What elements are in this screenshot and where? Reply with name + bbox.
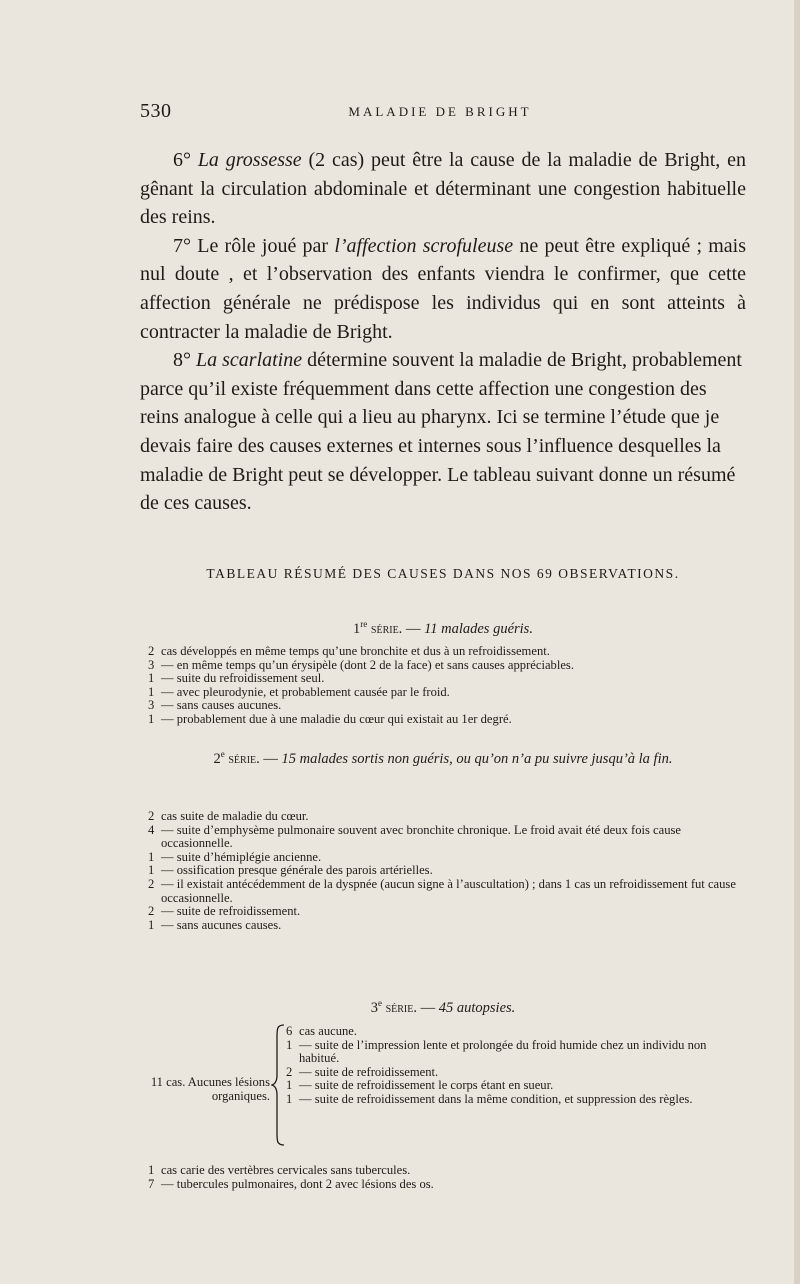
item-count: 1 bbox=[148, 684, 155, 699]
list-item bbox=[286, 1079, 748, 1093]
paragraph-6 bbox=[140, 146, 746, 232]
serie-number: 1 bbox=[353, 620, 361, 637]
serie-1-list bbox=[148, 645, 748, 727]
item-text: — suite de l’impression lente et prolongée du froid humide chez un individu non habitué. bbox=[299, 1037, 707, 1066]
item-count: 3 bbox=[148, 698, 155, 713]
item-count: 1 bbox=[148, 849, 155, 864]
paragraph-8 bbox=[140, 346, 746, 518]
item-count: 1 bbox=[148, 1163, 155, 1177]
item-count: 1 bbox=[148, 671, 155, 686]
curly-brace-icon bbox=[271, 1023, 285, 1147]
item-text: — suite de refroidissement. bbox=[161, 904, 301, 919]
list-item bbox=[148, 672, 748, 686]
list-item bbox=[148, 645, 748, 659]
serie-description: 15 malades sortis non guéris, ou qu’on n’a pu suivre jusqu’à la fin. bbox=[281, 750, 673, 767]
item-text: cas aucune. bbox=[299, 1024, 358, 1038]
item-count: 1 bbox=[286, 1037, 293, 1052]
page-header bbox=[140, 100, 740, 124]
serie-number: 3 bbox=[370, 999, 378, 1016]
item-count: 1 bbox=[286, 1091, 293, 1106]
item-count: 1 bbox=[148, 917, 155, 932]
paragraph-7 bbox=[140, 232, 746, 346]
item-count: 1 bbox=[148, 711, 155, 726]
list-item bbox=[148, 878, 748, 905]
italic-term: La scarlatine bbox=[196, 349, 303, 372]
paragraph-number: 8° bbox=[173, 349, 196, 372]
group-list bbox=[286, 1025, 748, 1107]
serie-sep: — bbox=[259, 750, 282, 767]
page-number: 530 bbox=[140, 100, 172, 122]
serie-3-list bbox=[148, 1164, 748, 1191]
list-item bbox=[286, 1039, 748, 1066]
serie-word: série. bbox=[367, 620, 403, 637]
list-item bbox=[286, 1066, 748, 1080]
item-text: — il existait antécédemment de la dyspnée (aucun signe à l’auscultation) ; dans 1 cas un refroidissement fut cause occasionnelle. bbox=[161, 876, 736, 905]
item-text: — suite de refroidissement. bbox=[299, 1064, 439, 1079]
list-item bbox=[148, 851, 748, 865]
list-item bbox=[148, 699, 748, 713]
serie-3-group bbox=[148, 1025, 748, 1155]
italic-term: La grossesse bbox=[197, 149, 302, 171]
list-item bbox=[148, 905, 748, 919]
list-item bbox=[148, 686, 748, 700]
item-text: — suite de refroidissement le corps étant en sueur. bbox=[299, 1078, 554, 1093]
serie-description: 45 autopsies. bbox=[438, 999, 516, 1016]
item-count: 7 bbox=[148, 1176, 155, 1191]
running-title: MALADIE DE BRIGHT bbox=[348, 104, 532, 119]
page-edge bbox=[794, 0, 800, 1284]
item-text: — avec pleurodynie, et probablement causée par le froid. bbox=[161, 684, 450, 699]
serie-word: série. bbox=[381, 999, 417, 1016]
paragraph-number: 6° bbox=[173, 149, 198, 171]
list-item bbox=[148, 919, 748, 933]
list-item bbox=[148, 659, 748, 673]
serie-description: 11 malades guéris. bbox=[424, 620, 533, 637]
item-text: — ossification presque générale des parois artérielles. bbox=[161, 863, 433, 878]
paragraph-text: ne peut être expliqué ; mais nul doute , et l’observation des enfants viendra le confirmer, que cette affection générale ne prédispose les individus qui en sont atteints à contracter la maladie de Bright. bbox=[140, 234, 747, 343]
serie-word: série. bbox=[224, 750, 260, 767]
serie-sep: — bbox=[417, 999, 439, 1016]
serie-number: 2 bbox=[213, 750, 221, 767]
item-text: — suite d’hémiplégie ancienne. bbox=[161, 849, 322, 864]
item-text: — sans causes aucunes. bbox=[161, 698, 282, 713]
list-item bbox=[148, 713, 748, 727]
item-text: cas carie des vertèbres cervicales sans tubercules. bbox=[161, 1163, 411, 1177]
item-count: 2 bbox=[148, 904, 155, 919]
item-text: — probablement due à une maladie du cœur qui existait au 1er degré. bbox=[161, 711, 512, 726]
item-count: 1 bbox=[148, 863, 155, 878]
item-count: 2 bbox=[286, 1064, 293, 1079]
serie-suffix: e bbox=[377, 998, 382, 1008]
item-text: — tubercules pulmonaires, dont 2 avec lésions des os. bbox=[161, 1176, 434, 1191]
serie-1-heading bbox=[140, 619, 746, 638]
list-item bbox=[148, 810, 748, 824]
list-item bbox=[148, 1164, 748, 1178]
body-text bbox=[140, 146, 746, 518]
item-text: cas suite de maladie du cœur. bbox=[161, 809, 309, 823]
list-item bbox=[148, 824, 748, 851]
serie-suffix: re bbox=[360, 619, 368, 629]
list-item bbox=[148, 864, 748, 878]
list-item bbox=[286, 1025, 748, 1039]
item-count: 2 bbox=[148, 876, 155, 891]
serie-2-heading bbox=[140, 743, 746, 770]
serie-3-heading bbox=[140, 998, 746, 1017]
item-count: 2 bbox=[148, 644, 155, 658]
item-text: — suite d’emphysème pulmonaire souvent avec bronchite chronique. Le froid avait été deux fois cause occasionnelle. bbox=[161, 822, 682, 851]
item-text: — sans aucunes causes. bbox=[161, 917, 282, 932]
paragraph-text: détermine souvent la maladie de Bright, probablement parce qu’il existe fréquemment dans cette affection une congestion des reins analogue à celle qui a lieu au pharynx. Ici se termine l’étude que je devais faire des causes externes et internes sous l’influence desquelles la maladie de Bright peut se développer. Le tableau suivant donne un résumé de ces causes. bbox=[140, 349, 742, 515]
list-item bbox=[148, 1178, 748, 1192]
item-text: — suite du refroidissement seul. bbox=[161, 671, 325, 686]
item-count: 6 bbox=[286, 1024, 293, 1038]
serie-suffix: e bbox=[220, 749, 225, 759]
serie-sep: — bbox=[402, 620, 425, 637]
item-count: 1 bbox=[286, 1078, 293, 1093]
serie-2-list bbox=[148, 810, 748, 932]
item-count: 3 bbox=[148, 657, 155, 672]
item-text: — en même temps qu’un érysipèle (dont 2 de la face) et sans causes appréciables. bbox=[161, 657, 574, 672]
table-title: TABLEAU RÉSUMÉ DES CAUSES DANS NOS 69 OBSERVATIONS. bbox=[206, 566, 680, 581]
item-count: 4 bbox=[148, 822, 155, 837]
paragraph-text: 7° Le rôle joué par bbox=[173, 234, 335, 257]
italic-term: l’affection scrofuleuse bbox=[334, 234, 514, 257]
paragraph-text: (2 cas) peut être la cause de la maladie de Bright, en gênant la circulation abdominale et déterminant une congestion habituelle des reins. bbox=[140, 149, 746, 229]
list-item bbox=[286, 1093, 748, 1107]
group-label: 11 cas. Aucunes lésions organiques. bbox=[150, 1075, 270, 1103]
item-text: cas développés en même temps qu’une bronchite et dus à un refroidissement. bbox=[161, 644, 550, 658]
item-count: 2 bbox=[148, 809, 155, 823]
item-text: — suite de refroidissement dans la même condition, et suppression des règles. bbox=[299, 1091, 693, 1106]
